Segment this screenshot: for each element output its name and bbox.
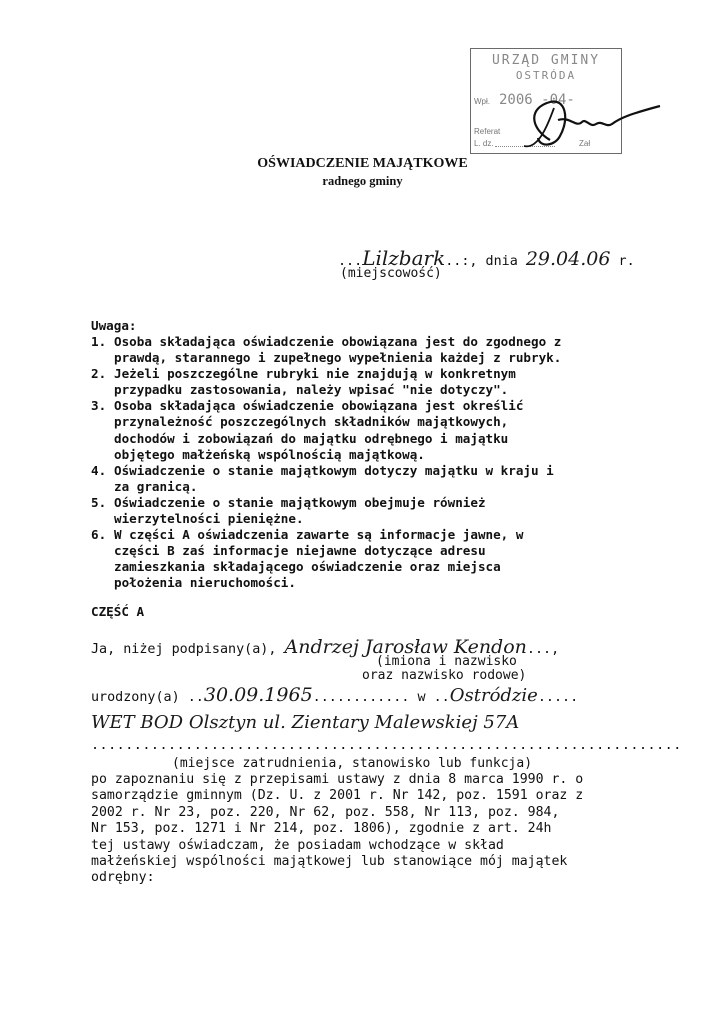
body-line: 2002 r. Nr 23, poz. 220, Nr 62, poz. 558, Nr 113, poz. 984,	[91, 804, 560, 820]
stamp-ld-label: L. dz.	[474, 139, 494, 148]
place-handwritten: Lilzbark	[362, 246, 446, 270]
note-number: 5.	[91, 494, 107, 510]
body-line: tej ustawy oświadczam, że posiadam wchodzące w skład	[91, 837, 504, 853]
note-line	[91, 447, 561, 463]
note-number: 4.	[91, 462, 107, 478]
note-text: objętego małżeńską wspólnością majątkową.	[114, 446, 425, 462]
note-text: Jeżeli poszczególne rubryki nie znajdują w konkretnym	[114, 366, 516, 382]
note-line	[91, 511, 561, 527]
stamp-received-label: Wpł.	[474, 97, 490, 106]
note-text: Oświadczenie o stanie majątkowym dotyczy majątku w kraju i	[114, 462, 554, 478]
note-line	[91, 382, 561, 398]
stamp-zal-label: Zał	[579, 139, 591, 148]
note-text: prawdą, starannego i zupełnego wypełnienia każdej z rubryk.	[114, 350, 562, 366]
note-line	[91, 543, 561, 559]
note-line	[91, 463, 561, 479]
note-text: Osoba składająca oświadczenie obowiązana jest określić	[114, 398, 524, 414]
note-line	[91, 559, 561, 575]
document-subtitle: radnego gminy	[322, 174, 403, 188]
stamp-received-date: 2006 -04-	[499, 92, 575, 108]
born-place-handwritten: Ostródzie	[449, 685, 538, 706]
stamp-referat-label: Referat	[474, 127, 501, 136]
body-line: odrębny:	[91, 870, 155, 886]
stamp-office-name: URZĄD GMINY	[491, 53, 601, 68]
note-line	[91, 575, 561, 591]
body-line: małżeńskiej wspólności majątkowej lub stanowiące mój majątek	[91, 854, 568, 870]
note-text: Oświadczenie o stanie majątkowym obejmuje również	[114, 494, 486, 510]
note-line	[91, 527, 561, 543]
note-text: przynależność poszczególnych składników majątkowych,	[114, 414, 509, 430]
name-handwritten: Andrzej Jarosław Kendon	[284, 636, 527, 658]
employment-line	[91, 712, 519, 733]
stamp-signature	[510, 88, 670, 158]
note-line	[91, 495, 561, 511]
employment-handwritten: WET BOD Olsztyn ul. Zientary Malewskiej 57A	[91, 712, 520, 733]
note-line	[91, 431, 561, 447]
note-line	[91, 350, 561, 366]
document-title: OŚWIADCZENIE MAJĄTKOWE	[257, 156, 468, 171]
born-date-handwritten: 30.09.1965	[203, 684, 313, 706]
place-dots-before: ...	[338, 254, 363, 269]
name-trailing: ...,	[526, 642, 560, 657]
note-text: części B zaś informacje niejawne dotyczące adresu	[114, 543, 486, 559]
part-a-body	[91, 772, 583, 887]
note-text: przypadku zastosowania, należy wpisać "nie dotyczy".	[114, 382, 509, 398]
note-line	[91, 414, 561, 430]
body-line: po zapoznaniu się z przepisami ustawy z dnia 8 marca 1990 r. o	[91, 772, 584, 787]
date-handwritten: 29.04.06	[525, 248, 611, 270]
note-number: 6.	[91, 527, 107, 543]
note-text: położenia nieruchomości.	[114, 575, 296, 591]
note-number: 3.	[91, 398, 107, 414]
place-dots-after: ..:	[445, 254, 470, 269]
note-number: 2.	[91, 366, 107, 382]
year-suffix: r.	[618, 254, 635, 269]
stamp-office-town: OSTRÓDA	[515, 69, 577, 82]
note-text: wierzytelności pieniężne.	[114, 511, 304, 527]
dnia-label: , dnia	[469, 254, 518, 269]
employment-caption: (miejsce zatrudnienia, stanowisko lub funkcja)	[172, 756, 533, 771]
note-text: Osoba składająca oświadczenie obowiązana jest do zgodnego z	[114, 334, 562, 349]
born-line: urodzony(a) ..30.09.1965............ w ..Ostródzie.....	[91, 684, 579, 706]
note-text: zamieszkania składającego oświadczenie oraz miejsca	[114, 559, 501, 575]
note-line	[91, 479, 561, 495]
part-a-heading: CZĘŚĆ A	[91, 604, 145, 619]
note-line	[91, 366, 561, 382]
notes-list	[91, 334, 561, 592]
name-caption-1: (imiona i nazwisko	[376, 654, 517, 669]
name-caption-2: oraz nazwisko rodowe)	[362, 668, 527, 683]
note-text: za granicą.	[114, 478, 198, 494]
note-line	[91, 334, 561, 350]
body-line: Nr 153, poz. 1271 i Nr 214, poz. 1806), zgodnie z art. 24h	[91, 821, 552, 837]
employment-dots: .....................................................................	[91, 738, 682, 753]
body-line: samorządzie gminnym (Dz. U. z 2001 r. Nr 142, poz. 1591 oraz z	[91, 788, 584, 804]
born-label: urodzony(a)	[91, 690, 180, 705]
notes-label: Uwaga:	[91, 318, 137, 333]
note-text: W części A oświadczenia zawarte są informacje jawne, w	[114, 527, 524, 543]
note-number: 1.	[91, 334, 107, 349]
signed-label: Ja, niżej podpisany(a),	[91, 642, 277, 657]
note-text: dochodów i zobowiązań do majątku odrębnego i majątku	[114, 430, 509, 446]
born-w: w	[417, 690, 426, 705]
note-line	[91, 398, 561, 414]
place-caption: (miejscowość)	[340, 266, 442, 281]
